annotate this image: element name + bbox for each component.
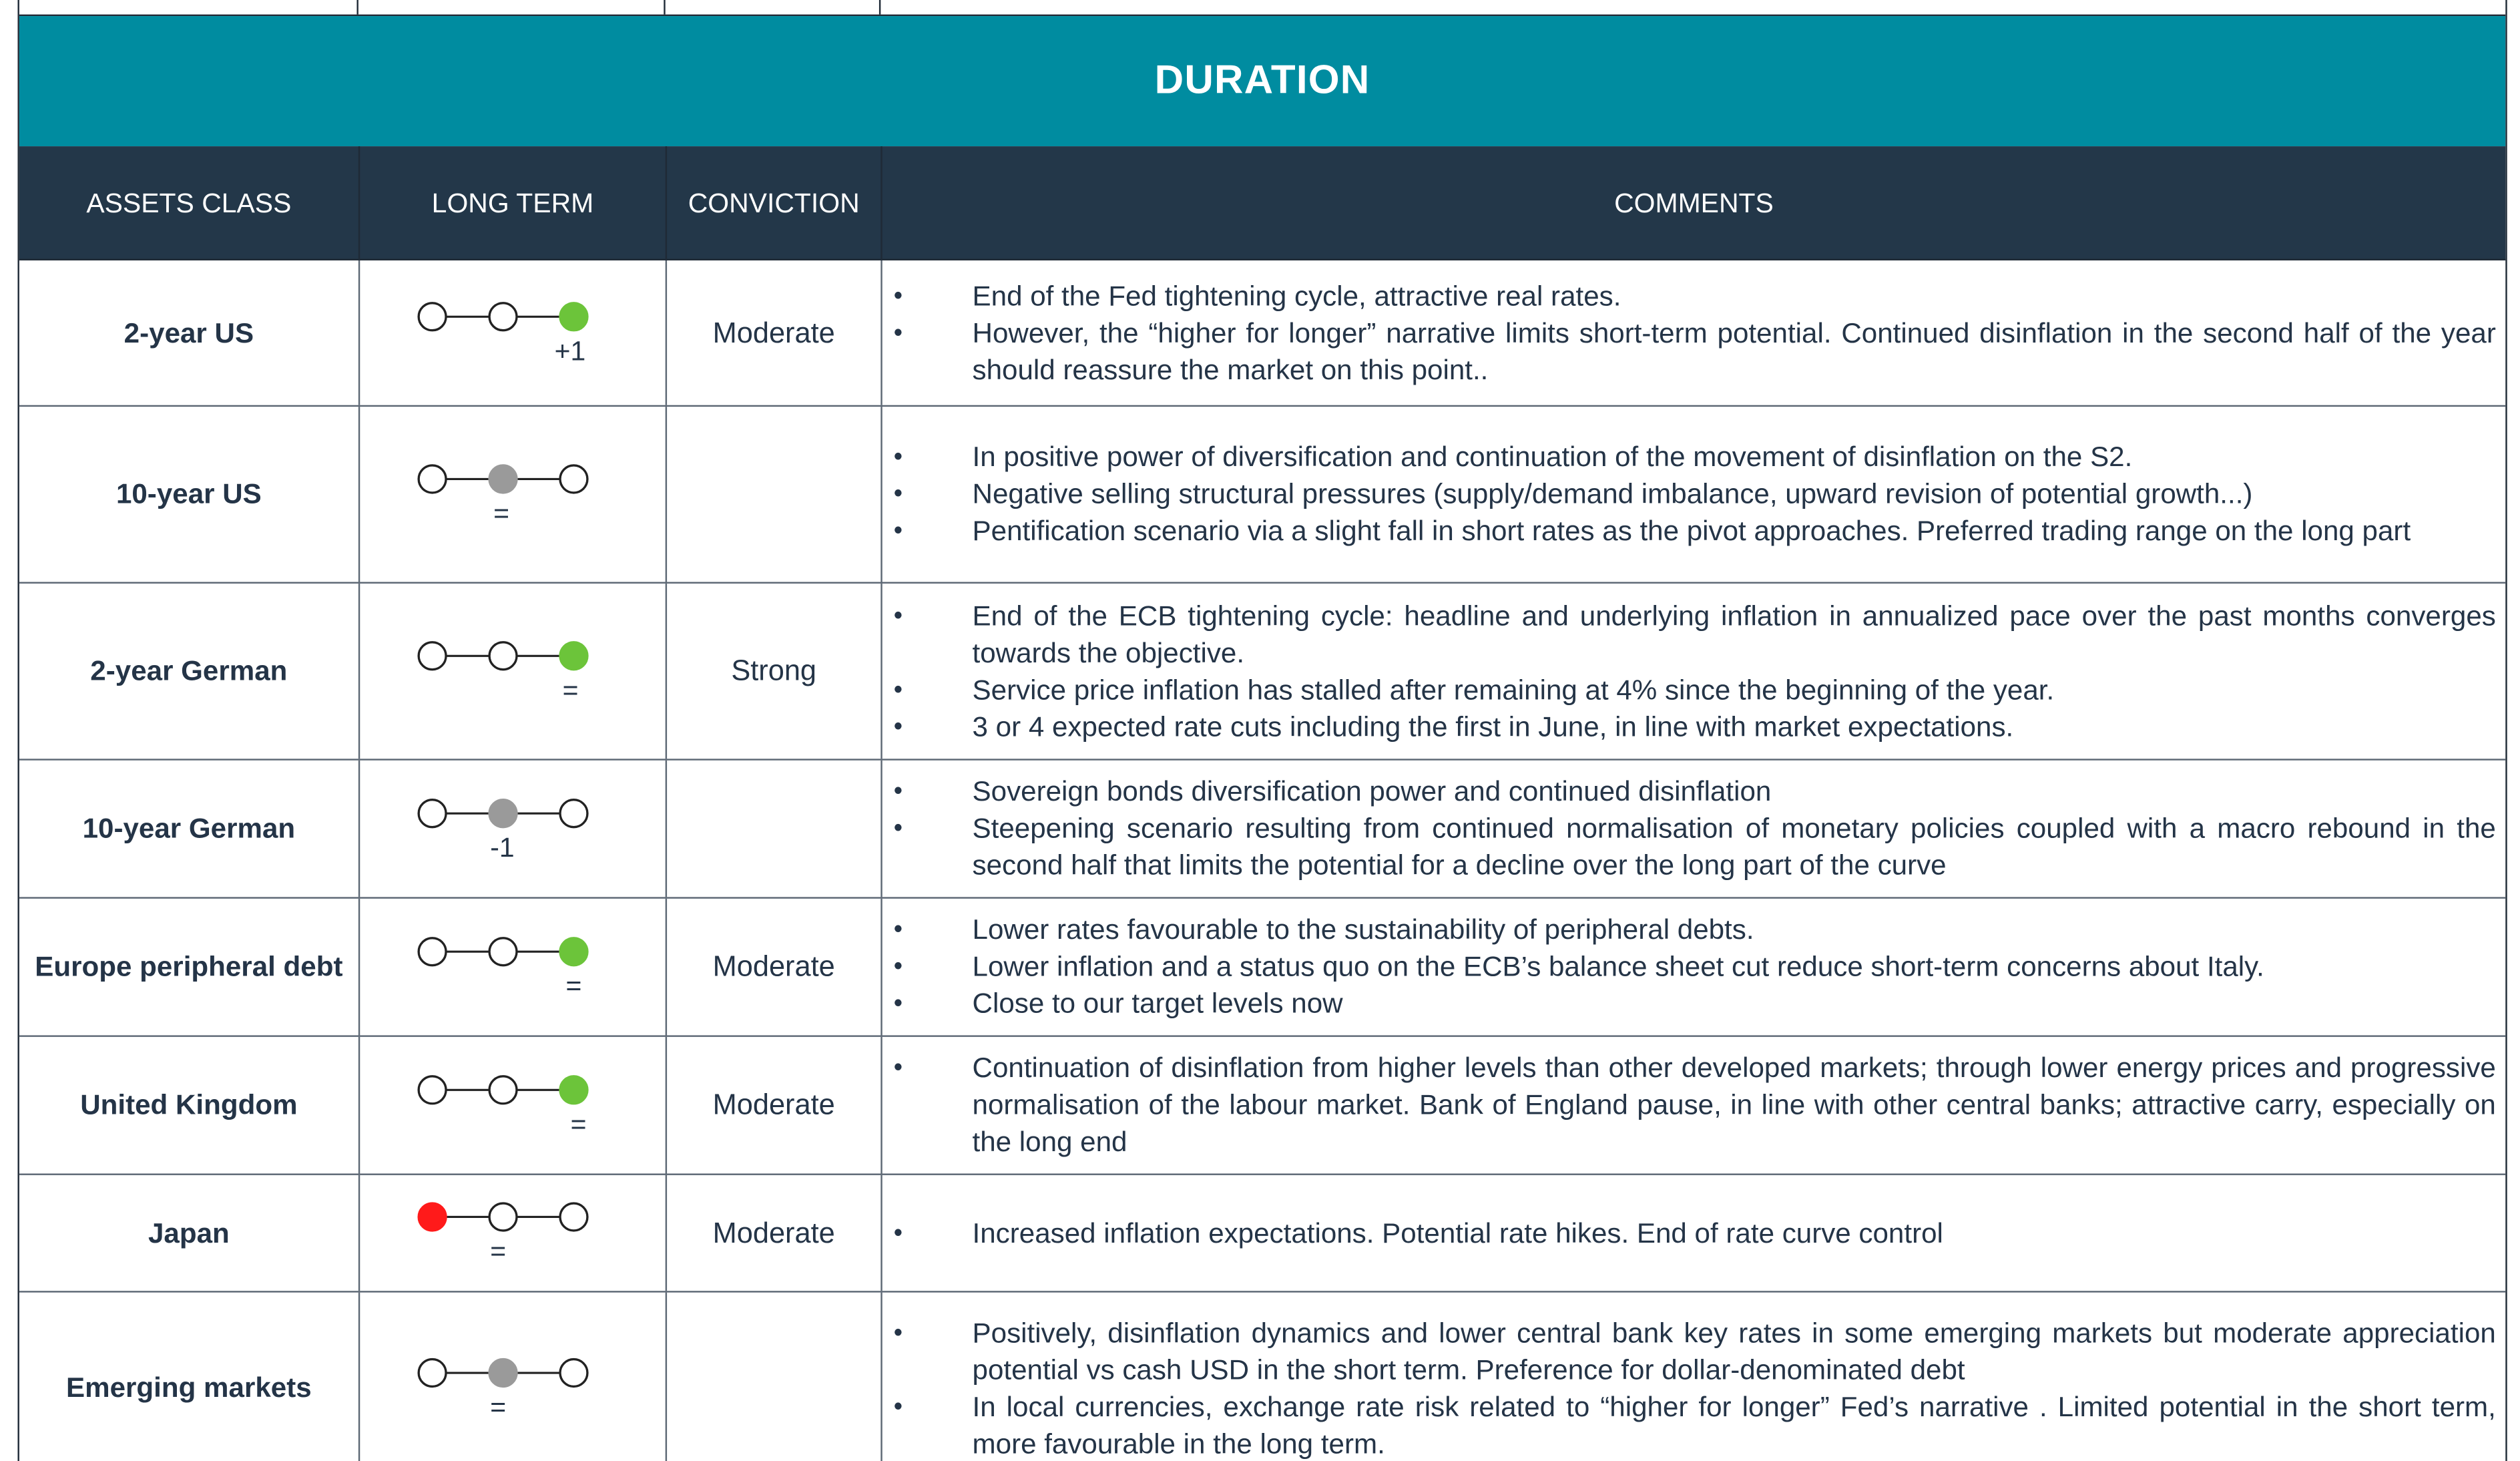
- comment-item: • Lower inflation and a status quo on the ECB’s balance sheet cut reduce short-term concerns about Italy.: [883, 948, 2496, 985]
- table-row: [19, 1293, 2505, 1461]
- comment-item: • Steepening scenario resulting from continued normalisation of monetary policies coupled with a macro rebound in the second half that limits the potential for a decline over the long part of the curve: [883, 810, 2496, 884]
- long-term-indicator: [358, 1293, 666, 1461]
- position-dial: [417, 297, 609, 368]
- comments-cell: [880, 584, 2505, 759]
- conviction-value: Moderate: [666, 260, 881, 405]
- long-term-indicator: [358, 761, 666, 897]
- comments-cell: [880, 1293, 2505, 1461]
- conviction-value: Moderate: [666, 899, 881, 1036]
- comment-list: [883, 911, 2496, 1022]
- empty-position-dot: [489, 937, 517, 965]
- active-position-dot: [560, 937, 587, 965]
- header-assets-class: ASSETS CLASS: [86, 187, 292, 218]
- long-term-indicator: [358, 1175, 666, 1291]
- section-title: DURATION: [19, 16, 2505, 146]
- comment-item: • Pentification scenario via a slight fall in short rates as the pivot approaches. Preferred trading range on the long part: [883, 513, 2496, 550]
- long-term-indicator: [358, 899, 666, 1036]
- comment-item: • However, the “higher for longer” narrative limits short-term potential. Continued disinflation in the second half of the year should reassure the market on this point..: [883, 315, 2496, 389]
- asset-class-label: Japan: [148, 1216, 230, 1249]
- long-term-indicator: [358, 407, 666, 582]
- conviction-value: [666, 407, 881, 582]
- empty-position-dot: [560, 1203, 587, 1231]
- comment-list: [883, 439, 2496, 550]
- asset-class-label: 10-year German: [82, 811, 296, 844]
- asset-class-label: 10-year US: [115, 477, 262, 510]
- position-dial: [417, 636, 609, 706]
- change-indicator: =: [493, 497, 510, 528]
- comment-list: [883, 1215, 2496, 1251]
- change-indicator: +1: [554, 336, 586, 367]
- table-row: [19, 260, 2505, 407]
- comment-item: • Negative selling structural pressures (supply/demand imbalance, upward revision of potential growth...): [883, 476, 2496, 513]
- empty-position-dot: [419, 799, 446, 827]
- asset-class-label: United Kingdom: [80, 1088, 298, 1121]
- asset-class-label: Europe peripheral debt: [35, 950, 343, 982]
- empty-position-dot: [419, 303, 446, 331]
- comment-item: • Sovereign bonds diversification power and continued disinflation: [883, 773, 2496, 810]
- position-scale-icon: [417, 459, 609, 497]
- conviction-value: Moderate: [666, 1175, 881, 1291]
- active-position-dot: [419, 1203, 446, 1231]
- conviction-value: Strong: [666, 584, 881, 759]
- active-position-dot: [560, 303, 587, 331]
- comment-item: • Service price inflation has stalled after remaining at 4% since the beginning of the year.: [883, 671, 2496, 708]
- comment-item: • Close to our target levels now: [883, 986, 2496, 1022]
- position-dial: [417, 793, 609, 864]
- position-scale-icon: [417, 297, 609, 336]
- empty-position-dot: [489, 642, 517, 669]
- position-scale-icon: [417, 1070, 609, 1108]
- long-term-indicator: [358, 584, 666, 759]
- empty-position-dot: [419, 1076, 446, 1103]
- conviction-value: [666, 761, 881, 897]
- active-position-dot: [489, 1358, 517, 1386]
- comment-item: • Continuation of disinflation from higher levels than other developed markets; through lower energy prices and progressive normalisation of the labour market. Bank of England pause, in line with other central banks; attractive carry, especially on the long end: [883, 1050, 2496, 1161]
- change-indicator: =: [565, 970, 582, 1001]
- empty-position-dot: [560, 465, 587, 492]
- comment-list: [883, 773, 2496, 884]
- comment-item: • Lower rates favourable to the sustainability of peripheral debts.: [883, 911, 2496, 948]
- comments-cell: [880, 1175, 2505, 1291]
- change-indicator: =: [490, 1391, 507, 1422]
- empty-position-dot: [560, 1358, 587, 1386]
- position-dial: [417, 1353, 609, 1424]
- conviction-value: Moderate: [666, 1037, 881, 1174]
- active-position-dot: [489, 799, 517, 827]
- previous-row-edge: [19, 0, 2505, 16]
- active-position-dot: [560, 1076, 587, 1103]
- change-indicator: =: [570, 1108, 587, 1139]
- comment-item: • End of the ECB tightening cycle: headline and underlying inflation in annualized pace over the past months converges towards the objective.: [883, 597, 2496, 671]
- comment-item: • 3 or 4 expected rate cuts including the first in June, in line with market expectations.: [883, 708, 2496, 745]
- asset-class-label: Emerging markets: [66, 1371, 312, 1404]
- table-row: [19, 1175, 2505, 1293]
- change-indicator: =: [490, 1236, 507, 1267]
- comment-list: [883, 1050, 2496, 1161]
- table-row: [19, 761, 2505, 899]
- table-header: [19, 146, 2505, 260]
- active-position-dot: [489, 465, 517, 492]
- position-scale-icon: [417, 931, 609, 970]
- position-scale-icon: [417, 1198, 609, 1237]
- change-indicator: -1: [490, 831, 515, 863]
- position-scale-icon: [417, 793, 609, 832]
- header-comments: COMMENTS: [880, 146, 2505, 260]
- position-scale-icon: [417, 1353, 609, 1392]
- empty-position-dot: [419, 465, 446, 492]
- comment-list: [883, 597, 2496, 745]
- long-term-indicator: [358, 260, 666, 405]
- header-long-term: LONG TERM: [358, 146, 666, 260]
- comments-cell: [880, 260, 2505, 405]
- empty-position-dot: [419, 642, 446, 669]
- active-position-dot: [560, 642, 587, 669]
- comment-item: • Positively, disinflation dynamics and lower central bank key rates in some emerging markets but moderate appreciation potential vs cash USD in the short term. Preference for dollar-denominated debt: [883, 1314, 2496, 1388]
- empty-position-dot: [419, 937, 446, 965]
- header-conviction: CONVICTION: [666, 146, 881, 260]
- change-indicator: =: [562, 674, 579, 705]
- empty-position-dot: [489, 1203, 517, 1231]
- table-row: [19, 584, 2505, 761]
- empty-position-dot: [419, 1358, 446, 1386]
- comments-cell: [880, 407, 2505, 582]
- comment-list: [883, 277, 2496, 388]
- table-row: [19, 899, 2505, 1037]
- comment-item: • In positive power of diversification and continuation of the movement of disinflation on the S2.: [883, 439, 2496, 475]
- position-dial: [417, 1198, 609, 1269]
- comment-item: • Increased inflation expectations. Potential rate hikes. End of rate curve control: [883, 1215, 2496, 1251]
- position-dial: [417, 931, 609, 1002]
- comments-cell: [880, 899, 2505, 1036]
- comment-list: [883, 1314, 2496, 1461]
- comments-cell: [880, 761, 2505, 897]
- empty-position-dot: [489, 303, 517, 331]
- table-frame: [17, 0, 2507, 1461]
- long-term-indicator: [358, 1037, 666, 1174]
- empty-position-dot: [489, 1076, 517, 1103]
- position-dial: [417, 1070, 609, 1140]
- position-scale-icon: [417, 636, 609, 674]
- conviction-value: [666, 1293, 881, 1461]
- table-row: [19, 407, 2505, 584]
- comments-cell: [880, 1037, 2505, 1174]
- comment-item: • In local currencies, exchange rate risk related to “higher for longer” Fed’s narrative . Limited potential in the short term, more favourable in the long term.: [883, 1388, 2496, 1461]
- asset-class-label: 2-year US: [123, 316, 254, 349]
- empty-position-dot: [560, 799, 587, 827]
- position-dial: [417, 459, 609, 530]
- asset-class-label: 2-year German: [90, 654, 288, 687]
- comment-item: • End of the Fed tightening cycle, attractive real rates.: [883, 277, 2496, 314]
- table-row: [19, 1037, 2505, 1175]
